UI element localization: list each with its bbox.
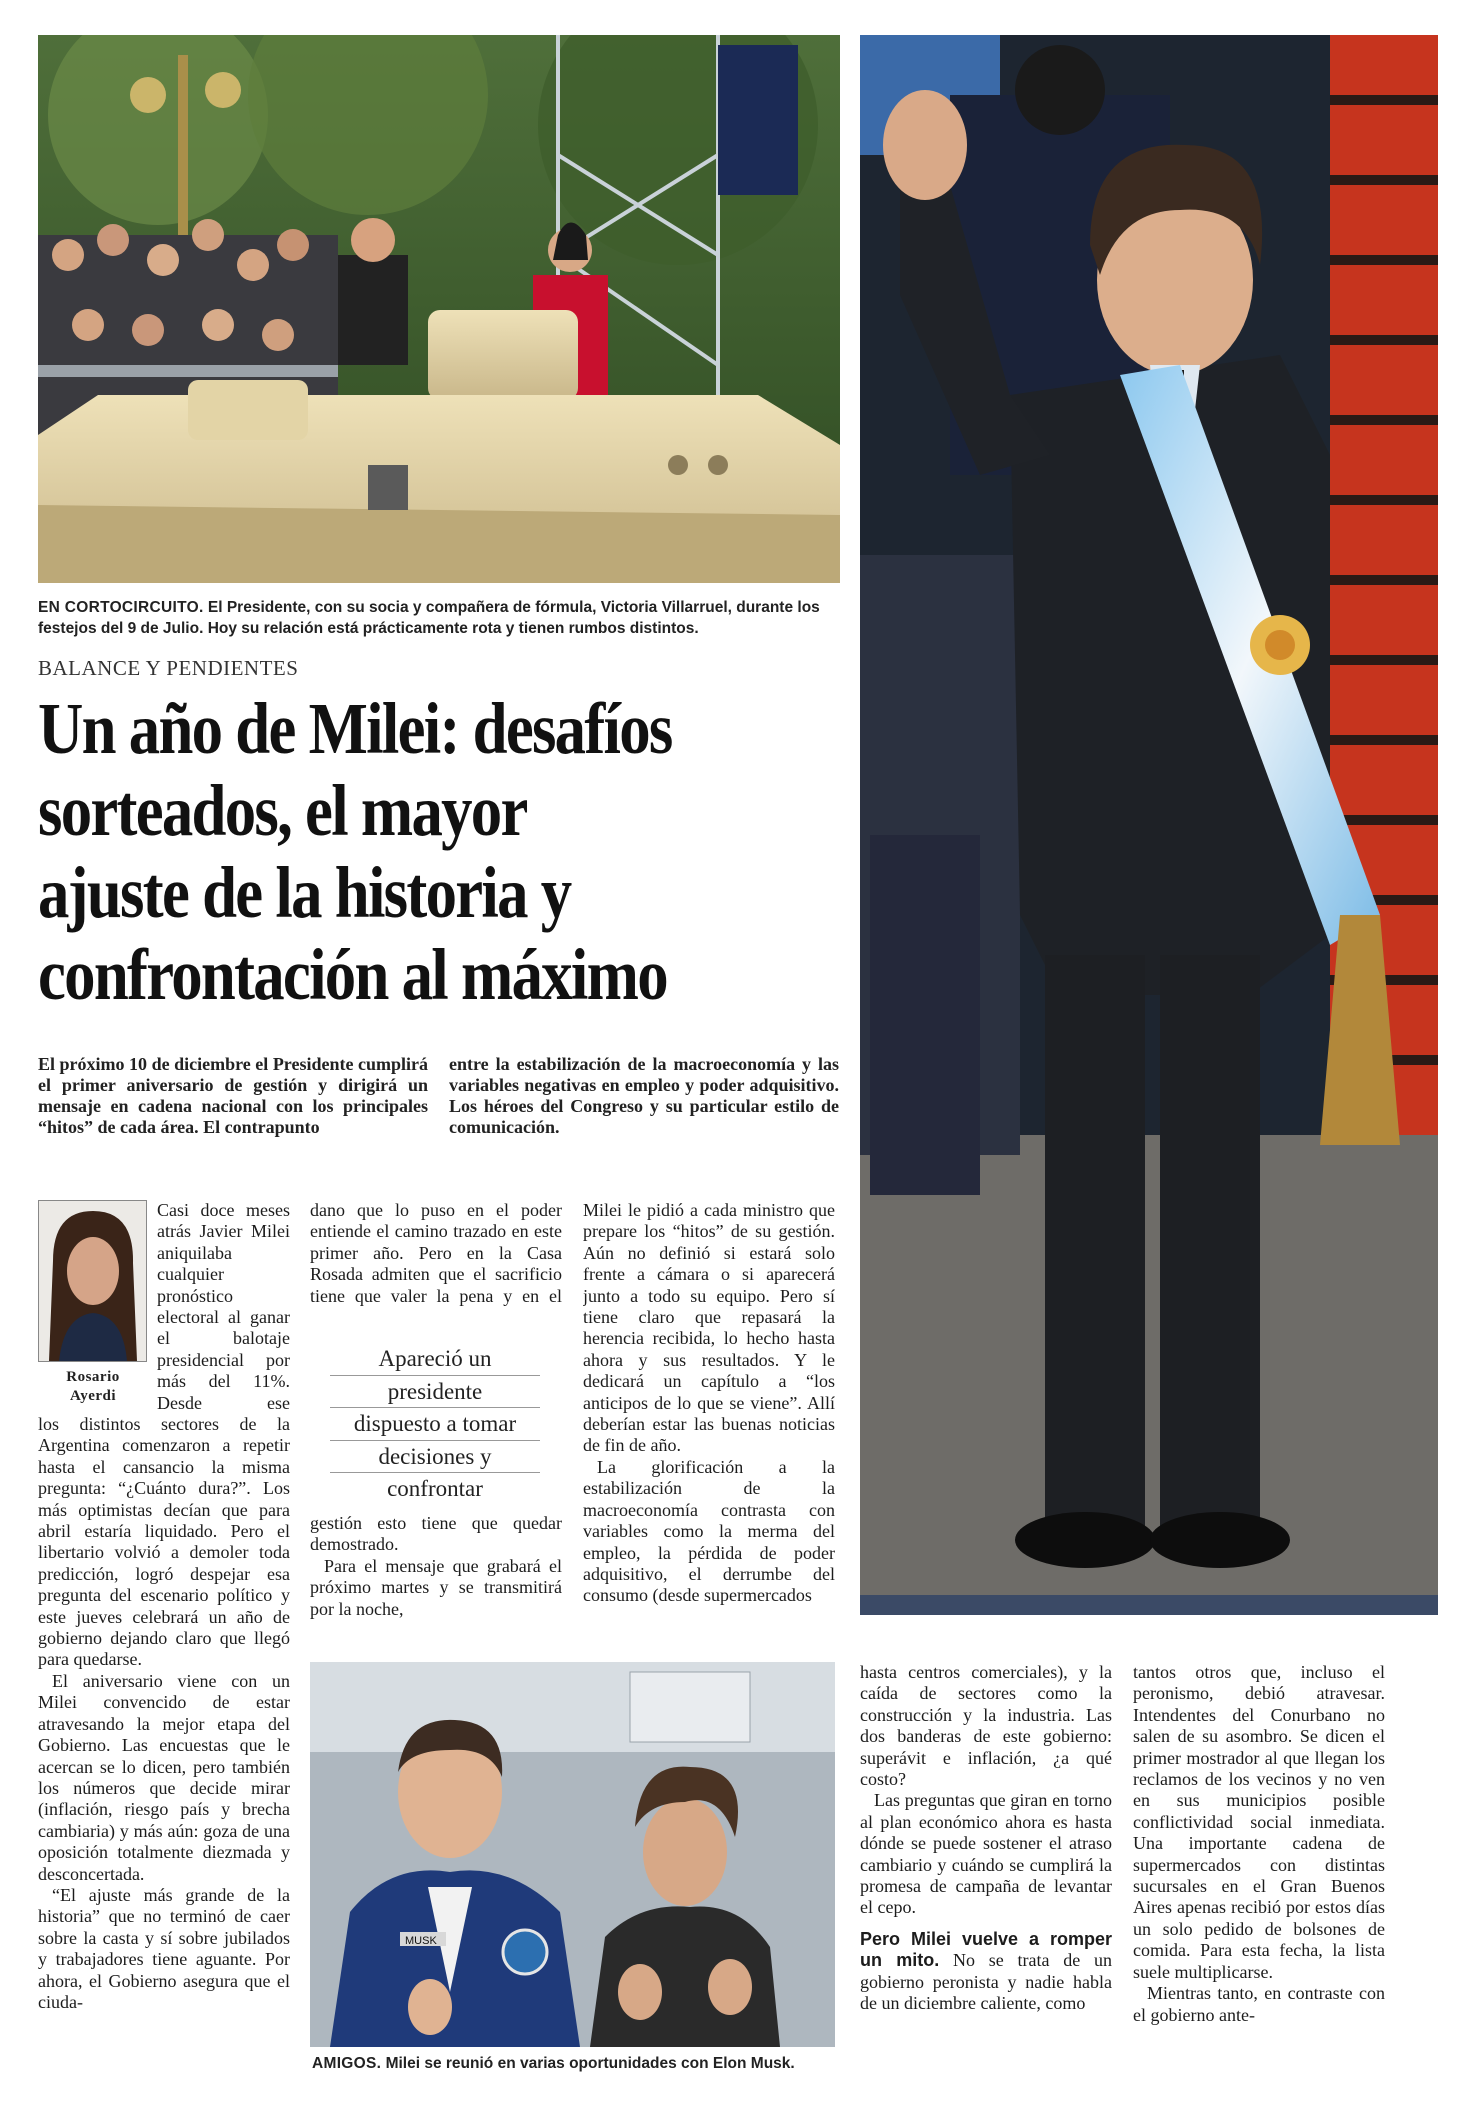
column-4-paragraph-3-text: No se trata de un gobierno peronista y nadie habla de un diciembre caliente, como <box>860 1950 1112 2014</box>
pull-quote-line-5: confrontar <box>387 1476 483 1501</box>
deck-left: El próximo 10 de diciembre el Presidente cumplirá el primer aniversario de gestión y dirigirá un mensaje en cadena nacional con los principales “hitos” de cada área. El contrapunto <box>38 1054 428 1137</box>
column-1-paragraph-3: “El ajuste más grande de la historia” que no terminó de caer sobre la casta y sí sobre jubilados y trabajadores tiene aguante. Por ahora, el Gobierno asegura que el ciuda- <box>38 1884 290 2012</box>
section-kicker: BALANCE Y PENDIENTES <box>38 656 299 680</box>
milei-portrait-photo <box>860 35 1438 1615</box>
author-photo <box>38 1200 147 1362</box>
parade-photo-caption <box>38 597 848 639</box>
caption-lead: EN CORTOCIRCUITO. <box>38 599 204 616</box>
headline-line-4: confrontación al máximo <box>38 934 667 1015</box>
column-1-beside-photo <box>157 1200 290 1414</box>
column-1-paragraph-2: El aniversario viene con un Milei convencido de estar atravesando la mejor etapa del Gobierno. Las encuestas que le acercan se lo dicen, pero también los números que decide mirar (inflación, riesgo país y brecha cambiaria) y más aún: goza de una oposición totalmente diezmada y desconcertada. <box>38 1670 290 1884</box>
deck-right: entre la estabilización de la macroeconomía y las variables negativas en empleo y poder adquisitivo. Los héroes del Congreso y su particular estilo de comunicación. <box>449 1054 839 1137</box>
column-5-paragraph-1: tantos otros que, incluso el peronismo, debió atravesar. Intendentes del Conurbano no salen de su asombro. Se dicen el primer mostrador al que llegan los reclamos de los vecinos y no ven en sus municipios posible conflictividad social inmediata. Una importante cadena de supermercados con distintas sucursales en el Gran Buenos Aires apenas recibió por estos días un solo pedido de bolsones de comida. Para esta fecha, la lista suele multiplicarse. <box>1133 1662 1385 1982</box>
column-3-paragraph-1: Milei le pidió a cada ministro que prepare los “hitos” de su gestión. Aún no definió si estará solo frente a cámara o si aparecerá junto a todo su equipo. Pero sí tiene claro que repasará la herencia recibida, lo hecho hasta ahora y sus resultados. Y le dedicará un capítulo a “los anticipos de lo que se viene”. Allí deberían estar las buenas noticias de fin de año. <box>583 1200 835 1456</box>
byline <box>38 1368 148 1406</box>
column-4-paragraph-2: Las preguntas que giran en torno al plan económico ahora es hasta dónde se puede sostener el atraso cambiario y cuándo se cumplirá la promesa de campaña de levantar el cepo. <box>860 1790 1112 1918</box>
jacket-label: MUSK <box>405 1935 437 1947</box>
musk-caption-text: Milei se reunió en varias oportunidades con Elon Musk. <box>385 2055 795 2072</box>
column-2-bottom <box>310 1513 562 1621</box>
column-2-paragraph-2: gestión esto tiene que quedar demostrado. <box>310 1513 562 1555</box>
column-1-opening: Casi doce meses atrás Javier Milei aniquilaba cualquier pronóstico electoral al ganar el balotaje presidencial por más del 11%. Desde ese <box>157 1200 290 1413</box>
caption-text: El Presidente, con su socia y compañera de fórmula, Victoria Villarruel, durante los festejos del 9 de Julio. Hoy su relación está prácticamente rota y tienen rumbos distintos. <box>38 599 820 637</box>
musk-caption-lead: AMIGOS. <box>312 2055 382 2072</box>
column-3-paragraph-2: La glorificación a la estabilización de la macroeconomía contrasta con variables como la merma del empleo, la pérdida de poder adquisitivo, el derrumbe del consumo (desde supermercados <box>583 1456 835 1606</box>
pull-quote-line-1: Apareció un <box>330 1343 540 1376</box>
parade-photo <box>38 35 840 583</box>
headline <box>38 688 829 1016</box>
headline-line-2: sorteados, el mayor <box>38 770 527 851</box>
column-4-subhead: Pero Milei vuelve a romper un mito. <box>860 1928 1112 1971</box>
column-4-paragraph-1: hasta centros comerciales), y la caída de sectores como la construcción y la industria. Las dos banderas de este gobierno: superávit e inflación, ¿a qué costo? <box>860 1662 1112 1790</box>
byline-first-name: Rosario <box>66 1369 120 1385</box>
column-3 <box>583 1200 835 1620</box>
column-4-paragraph-3 <box>860 1929 1112 2015</box>
pull-quote-line-4: decisiones y <box>330 1441 540 1474</box>
column-2-paragraph-1: dano que lo puso en el poder entiende el camino trazado en este primer año. Pero en la Casa Rosada admiten que el sacrificio tiene que valer la pena y en el <box>310 1200 562 1306</box>
column-5-paragraph-2: Mientras tanto, en contraste con el gobierno ante- <box>1133 1983 1385 2025</box>
pull-quote <box>330 1343 540 1505</box>
byline-last-name: Ayerdi <box>69 1388 117 1404</box>
column-4 <box>860 1662 1112 2082</box>
column-5 <box>1133 1662 1385 2082</box>
pull-quote-line-3: dispuesto a tomar <box>330 1408 540 1441</box>
headline-line-3: ajuste de la historia y <box>38 852 571 933</box>
column-2-paragraph-3: Para el mensaje que grabará el próximo martes y se transmitirá por la noche, <box>310 1555 562 1619</box>
column-1-paragraph-1: los distintos sectores de la Argentina comenzaron a repetir hasta el cansancio la misma pregunta: “¿Cuánto dura?”. Los más optimistas decían que para abril estaría liquidado. Pero el libertario volvió a demoler toda predicción, logró despejar esa pregunta del escenario político y este jueves celebrará un año de gobierno dejando claro que llegó para quedarse. <box>38 1414 290 1670</box>
column-2-top <box>310 1200 562 1308</box>
musk-milei-photo <box>310 1662 835 2047</box>
musk-photo-caption <box>312 2053 837 2074</box>
headline-line-1: Un año de Milei: desafíos <box>38 688 672 769</box>
pull-quote-line-2: presidente <box>330 1376 540 1409</box>
column-1 <box>38 1414 290 2072</box>
